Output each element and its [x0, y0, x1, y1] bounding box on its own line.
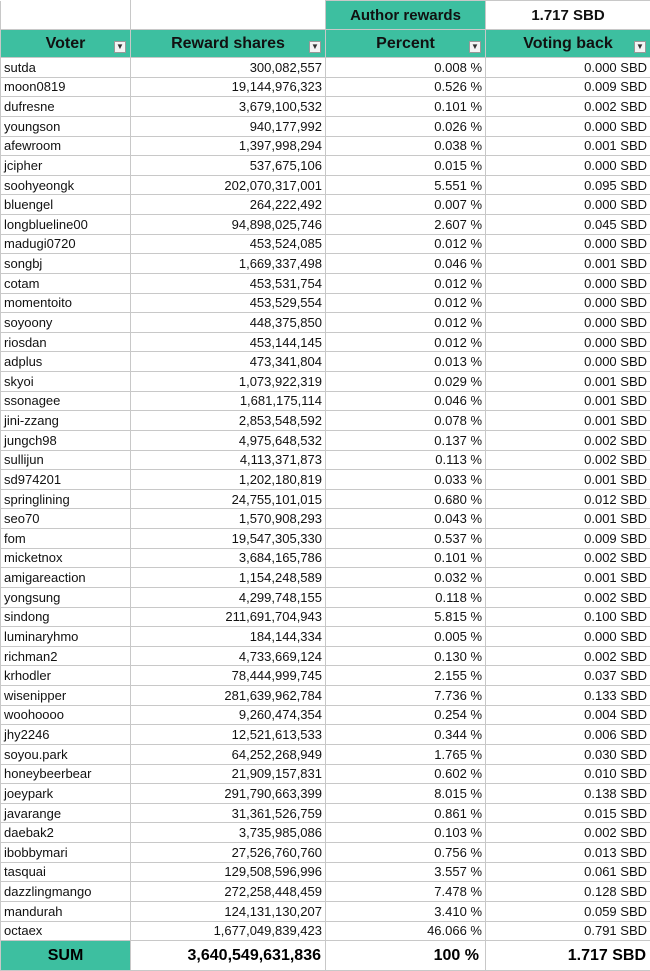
voting-back-cell[interactable]: 0.004 SBD — [486, 705, 650, 725]
shares-cell[interactable]: 473,341,804 — [131, 352, 326, 372]
voting-back-cell[interactable]: 0.002 SBD — [486, 548, 650, 568]
voter-cell[interactable]: micketnox — [1, 548, 131, 568]
percent-cell[interactable]: 0.344 % — [326, 725, 486, 745]
percent-cell[interactable]: 3.557 % — [326, 862, 486, 882]
voter-cell[interactable]: bluengel — [1, 195, 131, 215]
sum-percent[interactable]: 100 % — [326, 941, 486, 971]
shares-cell[interactable]: 4,975,648,532 — [131, 430, 326, 450]
shares-cell[interactable]: 3,735,985,086 — [131, 823, 326, 843]
percent-cell[interactable]: 0.013 % — [326, 352, 486, 372]
percent-cell[interactable]: 7.478 % — [326, 882, 486, 902]
voting-back-cell[interactable]: 0.095 SBD — [486, 175, 650, 195]
empty-cell — [131, 1, 326, 30]
table-row — [1, 372, 650, 392]
voter-cell[interactable]: soohyeongk — [1, 175, 131, 195]
voter-cell[interactable]: momentoito — [1, 293, 131, 313]
voting-back-cell[interactable]: 0.128 SBD — [486, 882, 650, 902]
table-row — [1, 764, 650, 784]
shares-cell[interactable]: 78,444,999,745 — [131, 666, 326, 686]
voting-back-cell[interactable]: 0.000 SBD — [486, 332, 650, 352]
voting-back-cell[interactable]: 0.000 SBD — [486, 156, 650, 176]
voter-cell[interactable]: fom — [1, 529, 131, 549]
voting-back-cell[interactable]: 0.013 SBD — [486, 843, 650, 863]
shares-cell[interactable]: 3,679,100,532 — [131, 97, 326, 117]
shares-cell[interactable]: 202,070,317,001 — [131, 175, 326, 195]
shares-cell[interactable]: 272,258,448,459 — [131, 882, 326, 902]
voting-back-cell[interactable]: 0.002 SBD — [486, 97, 650, 117]
table-row — [1, 77, 650, 97]
shares-cell[interactable]: 27,526,760,760 — [131, 843, 326, 863]
sum-row — [1, 941, 650, 971]
voting-back-cell[interactable]: 0.001 SBD — [486, 411, 650, 431]
voter-cell[interactable]: mandurah — [1, 901, 131, 921]
percent-cell[interactable]: 0.043 % — [326, 509, 486, 529]
shares-cell[interactable]: 4,299,748,155 — [131, 587, 326, 607]
percent-cell[interactable]: 0.032 % — [326, 568, 486, 588]
table-row — [1, 509, 650, 529]
percent-cell[interactable]: 0.038 % — [326, 136, 486, 156]
voting-back-cell[interactable]: 0.002 SBD — [486, 450, 650, 470]
voter-cell[interactable]: daebak2 — [1, 823, 131, 843]
voter-cell[interactable]: longblueline00 — [1, 215, 131, 235]
voting-back-cell[interactable]: 0.000 SBD — [486, 352, 650, 372]
voter-cell[interactable]: soyoony — [1, 313, 131, 333]
percent-cell[interactable]: 2.607 % — [326, 215, 486, 235]
shares-cell[interactable]: 19,144,976,323 — [131, 77, 326, 97]
voting-back-cell[interactable]: 0.006 SBD — [486, 725, 650, 745]
table-row — [1, 293, 650, 313]
percent-cell[interactable]: 0.756 % — [326, 843, 486, 863]
voting-back-cell[interactable]: 0.001 SBD — [486, 391, 650, 411]
percent-cell[interactable]: 7.736 % — [326, 686, 486, 706]
author-rewards-value: 1.717 SBD — [486, 1, 650, 30]
percent-cell[interactable]: 0.033 % — [326, 470, 486, 490]
sum-shares[interactable]: 3,640,549,631,836 — [131, 941, 326, 971]
voter-cell[interactable]: songbj — [1, 254, 131, 274]
table-row — [1, 666, 650, 686]
shares-cell[interactable]: 1,202,180,819 — [131, 470, 326, 490]
voting-back-cell[interactable]: 0.791 SBD — [486, 921, 650, 941]
percent-cell[interactable]: 0.078 % — [326, 411, 486, 431]
voting-back-cell[interactable]: 0.100 SBD — [486, 607, 650, 627]
voter-cell[interactable]: krhodler — [1, 666, 131, 686]
shares-cell[interactable]: 9,260,474,354 — [131, 705, 326, 725]
voter-cell[interactable]: richman2 — [1, 646, 131, 666]
voter-cell[interactable]: madugi0720 — [1, 234, 131, 254]
voting-back-cell[interactable]: 0.000 SBD — [486, 293, 650, 313]
table-row — [1, 332, 650, 352]
sum-label[interactable]: SUM — [1, 941, 131, 971]
shares-cell[interactable]: 19,547,305,330 — [131, 529, 326, 549]
shares-cell[interactable]: 1,154,248,589 — [131, 568, 326, 588]
voter-cell[interactable]: tasquai — [1, 862, 131, 882]
shares-cell[interactable]: 124,131,130,207 — [131, 901, 326, 921]
empty-cell — [1, 1, 131, 30]
percent-cell[interactable]: 46.066 % — [326, 921, 486, 941]
percent-cell[interactable]: 0.046 % — [326, 254, 486, 274]
voter-cell[interactable]: ssonagee — [1, 391, 131, 411]
percent-cell[interactable]: 2.155 % — [326, 666, 486, 686]
percent-cell[interactable]: 0.005 % — [326, 627, 486, 647]
percent-cell[interactable]: 0.008 % — [326, 58, 486, 78]
percent-cell[interactable]: 0.029 % — [326, 372, 486, 392]
shares-cell[interactable]: 4,113,371,873 — [131, 450, 326, 470]
shares-cell[interactable]: 291,790,663,399 — [131, 784, 326, 804]
percent-cell[interactable]: 0.137 % — [326, 430, 486, 450]
voter-cell[interactable]: youngson — [1, 116, 131, 136]
percent-cell[interactable]: 0.101 % — [326, 97, 486, 117]
shares-cell[interactable]: 3,684,165,786 — [131, 548, 326, 568]
percent-cell[interactable]: 0.012 % — [326, 234, 486, 254]
shares-cell[interactable]: 64,252,268,949 — [131, 744, 326, 764]
table-row — [1, 901, 650, 921]
voter-cell[interactable]: jcipher — [1, 156, 131, 176]
shares-cell[interactable]: 453,524,085 — [131, 234, 326, 254]
percent-cell[interactable]: 0.130 % — [326, 646, 486, 666]
table-row — [1, 215, 650, 235]
table-row — [1, 352, 650, 372]
table-row — [1, 136, 650, 156]
voting-back-cell[interactable]: 0.010 SBD — [486, 764, 650, 784]
percent-cell[interactable]: 0.680 % — [326, 489, 486, 509]
voter-header[interactable] — [1, 30, 131, 58]
author-rewards-row — [1, 1, 650, 30]
table-row — [1, 587, 650, 607]
voter-cell[interactable]: octaex — [1, 921, 131, 941]
table-row — [1, 313, 650, 333]
table-row — [1, 273, 650, 293]
voting-back-cell[interactable]: 0.030 SBD — [486, 744, 650, 764]
shares-cell[interactable]: 300,082,557 — [131, 58, 326, 78]
voting-back-cell[interactable]: 0.009 SBD — [486, 77, 650, 97]
table-row — [1, 430, 650, 450]
voter-cell[interactable]: amigareaction — [1, 568, 131, 588]
voting-back-cell[interactable]: 0.001 SBD — [486, 254, 650, 274]
voting-back-cell[interactable]: 0.001 SBD — [486, 568, 650, 588]
voting-back-cell[interactable]: 0.001 SBD — [486, 372, 650, 392]
table-row — [1, 784, 650, 804]
table-row — [1, 470, 650, 490]
table-row — [1, 156, 650, 176]
shares-cell[interactable]: 1,397,998,294 — [131, 136, 326, 156]
shares-cell[interactable]: 264,222,492 — [131, 195, 326, 215]
voter-cell[interactable]: yongsung — [1, 587, 131, 607]
voter-cell[interactable]: riosdan — [1, 332, 131, 352]
voting-back-cell[interactable]: 0.015 SBD — [486, 803, 650, 823]
voting-back-cell[interactable]: 0.000 SBD — [486, 116, 650, 136]
shares-cell[interactable]: 184,144,334 — [131, 627, 326, 647]
table-row — [1, 58, 650, 78]
voting-back-cell[interactable]: 0.002 SBD — [486, 823, 650, 843]
voting-back-cell[interactable]: 0.002 SBD — [486, 587, 650, 607]
percent-cell[interactable]: 0.537 % — [326, 529, 486, 549]
voting-back-cell[interactable]: 0.001 SBD — [486, 136, 650, 156]
shares-cell[interactable]: 21,909,157,831 — [131, 764, 326, 784]
percent-cell[interactable]: 0.007 % — [326, 195, 486, 215]
voting-back-cell[interactable]: 0.045 SBD — [486, 215, 650, 235]
shares-cell[interactable]: 453,531,754 — [131, 273, 326, 293]
table-row — [1, 195, 650, 215]
voter-cell[interactable]: moon0819 — [1, 77, 131, 97]
voting-back-cell[interactable]: 0.012 SBD — [486, 489, 650, 509]
table-row — [1, 411, 650, 431]
table-row — [1, 548, 650, 568]
table-row — [1, 862, 650, 882]
table-row — [1, 686, 650, 706]
percent-cell[interactable]: 0.015 % — [326, 156, 486, 176]
voting-back-cell[interactable]: 0.138 SBD — [486, 784, 650, 804]
voting-back-cell[interactable]: 0.000 SBD — [486, 234, 650, 254]
shares-cell[interactable]: 448,375,850 — [131, 313, 326, 333]
table-row — [1, 391, 650, 411]
voter-cell[interactable]: jhy2246 — [1, 725, 131, 745]
voter-cell[interactable]: wisenipper — [1, 686, 131, 706]
shares-cell[interactable]: 1,570,908,293 — [131, 509, 326, 529]
percent-cell[interactable]: 0.012 % — [326, 273, 486, 293]
voter-cell[interactable]: jungch98 — [1, 430, 131, 450]
shares-cell[interactable]: 4,733,669,124 — [131, 646, 326, 666]
percent-cell[interactable]: 0.113 % — [326, 450, 486, 470]
voting-back-cell[interactable]: 0.059 SBD — [486, 901, 650, 921]
voter-header-label: Voter — [46, 35, 86, 52]
table-row — [1, 843, 650, 863]
voting-back-cell[interactable]: 0.000 SBD — [486, 313, 650, 333]
voting-back-cell[interactable]: 0.000 SBD — [486, 273, 650, 293]
voter-cell[interactable]: cotam — [1, 273, 131, 293]
voting-back-cell[interactable]: 0.002 SBD — [486, 646, 650, 666]
dropdown-icon[interactable]: ▼ — [309, 41, 321, 53]
shares-cell[interactable]: 281,639,962,784 — [131, 686, 326, 706]
shares-header[interactable] — [131, 30, 326, 58]
voting-back-cell[interactable]: 0.002 SBD — [486, 430, 650, 450]
table-row — [1, 744, 650, 764]
shares-cell[interactable]: 129,508,596,996 — [131, 862, 326, 882]
percent-cell[interactable]: 0.118 % — [326, 587, 486, 607]
table-row — [1, 489, 650, 509]
shares-cell[interactable]: 2,853,548,592 — [131, 411, 326, 431]
table-row — [1, 529, 650, 549]
percent-cell[interactable]: 5.551 % — [326, 175, 486, 195]
dropdown-icon[interactable]: ▼ — [634, 41, 646, 53]
shares-cell[interactable]: 211,691,704,943 — [131, 607, 326, 627]
percent-cell[interactable]: 0.012 % — [326, 293, 486, 313]
header-row — [1, 30, 650, 58]
shares-cell[interactable]: 453,529,554 — [131, 293, 326, 313]
percent-cell[interactable]: 0.861 % — [326, 803, 486, 823]
table-row — [1, 705, 650, 725]
table-row — [1, 823, 650, 843]
voting-back-header-label: Voting back — [523, 35, 613, 52]
voter-cell[interactable]: sutda — [1, 58, 131, 78]
dropdown-icon[interactable]: ▼ — [469, 41, 481, 53]
filter-sort-icon[interactable]: ▼ — [114, 41, 126, 53]
table-row — [1, 568, 650, 588]
voting-back-cell[interactable]: 0.001 SBD — [486, 470, 650, 490]
shares-cell[interactable]: 940,177,992 — [131, 116, 326, 136]
table-row — [1, 803, 650, 823]
voter-cell[interactable]: sd974201 — [1, 470, 131, 490]
voting-back-cell[interactable]: 0.133 SBD — [486, 686, 650, 706]
percent-header-label: Percent — [376, 35, 435, 52]
voter-cell[interactable]: honeybeerbear — [1, 764, 131, 784]
voting-back-cell[interactable]: 0.037 SBD — [486, 666, 650, 686]
voter-cell[interactable]: dufresne — [1, 97, 131, 117]
voter-cell[interactable]: luminaryhmo — [1, 627, 131, 647]
voter-cell[interactable]: joeypark — [1, 784, 131, 804]
shares-cell[interactable]: 24,755,101,015 — [131, 489, 326, 509]
percent-cell[interactable]: 0.012 % — [326, 313, 486, 333]
percent-cell[interactable]: 0.046 % — [326, 391, 486, 411]
voter-cell[interactable]: skyoi — [1, 372, 131, 392]
table-row — [1, 646, 650, 666]
shares-cell[interactable]: 1,669,337,498 — [131, 254, 326, 274]
voter-cell[interactable]: sindong — [1, 607, 131, 627]
percent-cell[interactable]: 1.765 % — [326, 744, 486, 764]
shares-cell[interactable]: 1,677,049,839,423 — [131, 921, 326, 941]
voter-cell[interactable]: dazzlingmango — [1, 882, 131, 902]
voter-cell[interactable]: sullijun — [1, 450, 131, 470]
voting-back-cell[interactable]: 0.000 SBD — [486, 627, 650, 647]
shares-header-label: Reward shares — [171, 35, 285, 52]
table-row — [1, 882, 650, 902]
percent-cell[interactable]: 5.815 % — [326, 607, 486, 627]
sum-voting-back[interactable]: 1.717 SBD — [486, 941, 650, 971]
voting-back-cell[interactable]: 0.000 SBD — [486, 58, 650, 78]
table-row — [1, 97, 650, 117]
voter-cell[interactable]: javarange — [1, 803, 131, 823]
percent-cell[interactable]: 0.254 % — [326, 705, 486, 725]
table-row — [1, 234, 650, 254]
table-row — [1, 254, 650, 274]
voting-back-cell[interactable]: 0.001 SBD — [486, 509, 650, 529]
percent-cell[interactable]: 0.012 % — [326, 332, 486, 352]
table-row — [1, 627, 650, 647]
percent-cell[interactable]: 0.101 % — [326, 548, 486, 568]
voter-cell[interactable]: afewroom — [1, 136, 131, 156]
percent-cell[interactable]: 0.526 % — [326, 77, 486, 97]
voter-cell[interactable]: springlining — [1, 489, 131, 509]
voter-cell[interactable]: adplus — [1, 352, 131, 372]
percent-cell[interactable]: 3.410 % — [326, 901, 486, 921]
voting-back-cell[interactable]: 0.061 SBD — [486, 862, 650, 882]
table-row — [1, 607, 650, 627]
percent-cell[interactable]: 0.103 % — [326, 823, 486, 843]
shares-cell[interactable]: 1,073,922,319 — [131, 372, 326, 392]
percent-cell[interactable]: 0.602 % — [326, 764, 486, 784]
shares-cell[interactable]: 453,144,145 — [131, 332, 326, 352]
voter-cell[interactable]: ibobbymari — [1, 843, 131, 863]
author-rewards-label: Author rewards — [326, 1, 486, 30]
voting-back-cell[interactable]: 0.009 SBD — [486, 529, 650, 549]
shares-cell[interactable]: 31,361,526,759 — [131, 803, 326, 823]
voter-cell[interactable]: seo70 — [1, 509, 131, 529]
voting-back-cell[interactable]: 0.000 SBD — [486, 195, 650, 215]
voter-cell[interactable]: soyou.park — [1, 744, 131, 764]
voting-back-header[interactable] — [486, 30, 650, 58]
percent-cell[interactable]: 0.026 % — [326, 116, 486, 136]
voter-cell[interactable]: jini-zzang — [1, 411, 131, 431]
table-row — [1, 725, 650, 745]
table-row — [1, 116, 650, 136]
shares-cell[interactable]: 94,898,025,746 — [131, 215, 326, 235]
table-row — [1, 450, 650, 470]
table-row — [1, 921, 650, 941]
shares-cell[interactable]: 537,675,106 — [131, 156, 326, 176]
percent-cell[interactable]: 8.015 % — [326, 784, 486, 804]
shares-cell[interactable]: 12,521,613,533 — [131, 725, 326, 745]
shares-cell[interactable]: 1,681,175,114 — [131, 391, 326, 411]
table-row — [1, 175, 650, 195]
voter-cell[interactable]: woohoooo — [1, 705, 131, 725]
percent-header[interactable] — [326, 30, 486, 58]
